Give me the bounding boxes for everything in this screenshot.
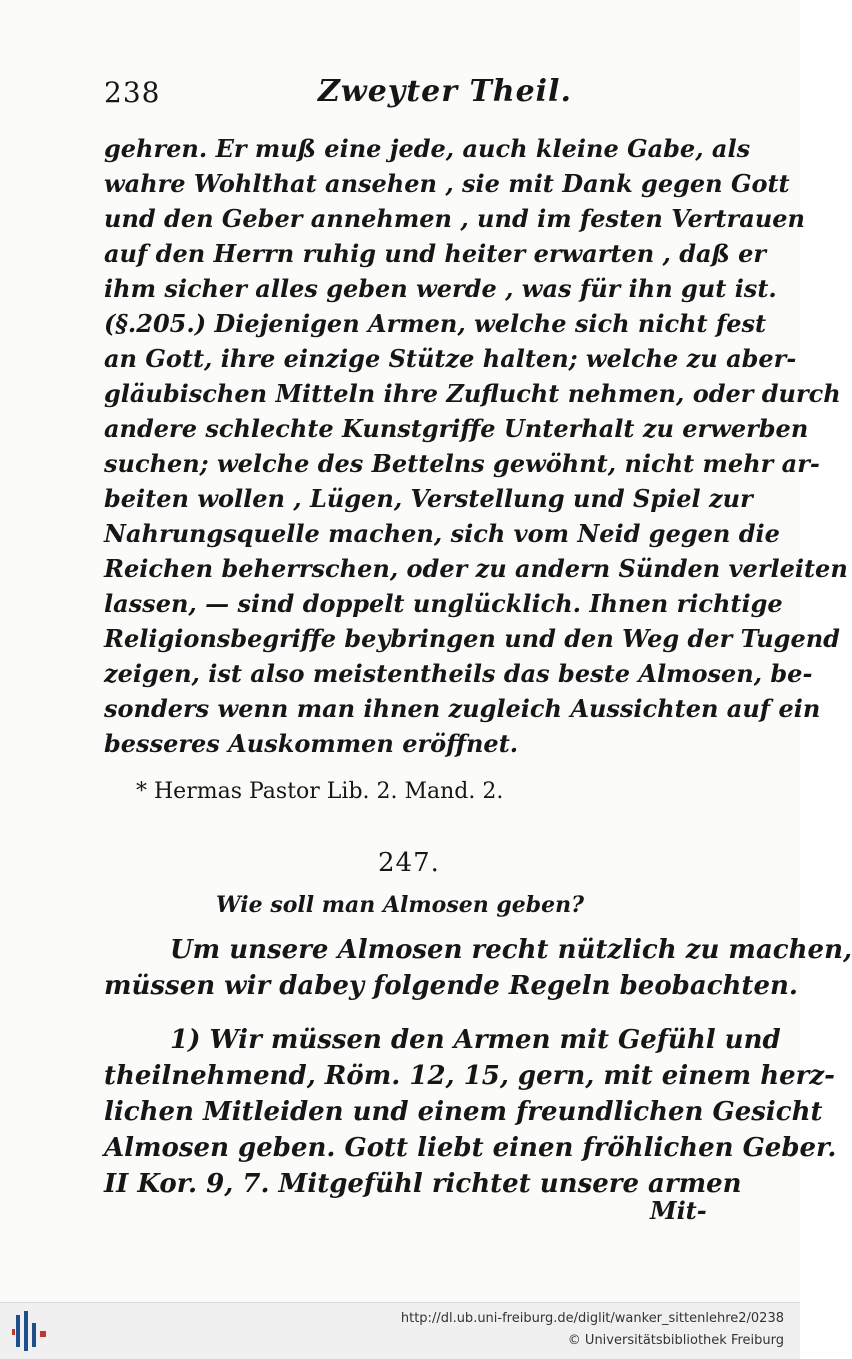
text-line: sonders wenn man ihnen zugleich Aussichten auf ein — [104, 694, 821, 723]
text-line: gehren. Er muß eine jede, auch kleine Gabe, als — [104, 134, 751, 163]
text-line: an Gott, ihre einzige Stütze halten; welche zu aber- — [104, 344, 797, 373]
rule-paragraph — [104, 1022, 837, 1202]
page-header — [0, 72, 800, 112]
footnote: * Hermas Pastor Lib. 2. Mand. 2. — [136, 779, 504, 804]
text-line: ihm sicher alles geben werde , was für ihn gut ist. — [104, 274, 777, 303]
section-number: 247. — [378, 848, 440, 878]
text-line: (§.205.) Diejenigen Armen, welche sich nicht fest — [104, 309, 767, 338]
text-line: und den Geber annehmen , und im festen Vertrauen — [104, 204, 806, 233]
text-line: Reichen beherrschen, oder zu andern Sünden verleiten — [104, 554, 848, 583]
permalink-url[interactable]: http://dl.ub.uni-freiburg.de/diglit/wanker_sittenlehre2/0238 — [400, 1311, 784, 1326]
text-line: 1) Wir müssen den Armen mit Gefühl und — [170, 1025, 781, 1055]
text-line: lichen Mitleiden und einem freundlichen Gesicht — [104, 1097, 823, 1127]
text-line: auf den Herrn ruhig und heiter erwarten , daß er — [104, 239, 767, 268]
text-line: müssen wir dabey folgende Regeln beobachten. — [104, 971, 798, 1001]
text-line: Religionsbegriffe beybringen und den Weg der Tugend — [104, 624, 840, 653]
text-line: wahre Wohlthat ansehen , sie mit Dank gegen Gott — [104, 169, 790, 198]
text-line: beiten wollen , Lügen, Verstellung und Spiel zur — [104, 484, 753, 513]
text-line: suchen; welche des Bettelns gewöhnt, nicht mehr ar- — [104, 449, 820, 478]
page-number: 238 — [104, 76, 161, 109]
text-line: II Kor. 9, 7. Mitgefühl richtet unsere armen — [104, 1169, 742, 1199]
running-title: Zweyter Theil. — [318, 74, 572, 109]
text-line: besseres Auskommen eröffnet. — [104, 729, 519, 758]
intro-paragraph — [104, 932, 852, 1004]
text-line: theilnehmend, Röm. 12, 15, gern, mit einem herz- — [104, 1061, 835, 1091]
text-line: gläubischen Mitteln ihre Zuflucht nehmen, oder durch — [104, 379, 841, 408]
section-heading: Wie soll man Almosen geben? — [215, 892, 585, 918]
copyright-text: © Universitätsbibliothek Freiburg — [567, 1333, 784, 1348]
text-line: Almosen geben. Gott liebt einen fröhlichen Geber. — [104, 1133, 837, 1163]
viewer-footer — [0, 1302, 800, 1359]
text-line: lassen, — sind doppelt unglücklich. Ihnen richtige — [104, 589, 783, 618]
text-line: zeigen, ist also meistentheils das beste Almosen, be- — [104, 659, 813, 688]
library-logo-icon — [12, 1309, 50, 1353]
text-line: Um unsere Almosen recht nützlich zu machen, — [170, 935, 852, 965]
text-line: andere schlechte Kunstgriffe Unterhalt zu erwerben — [104, 414, 809, 443]
catchword: Mit- — [650, 1196, 707, 1225]
text-line: Nahrungsquelle machen, sich vom Neid gegen die — [104, 519, 780, 548]
main-paragraph — [104, 131, 848, 761]
